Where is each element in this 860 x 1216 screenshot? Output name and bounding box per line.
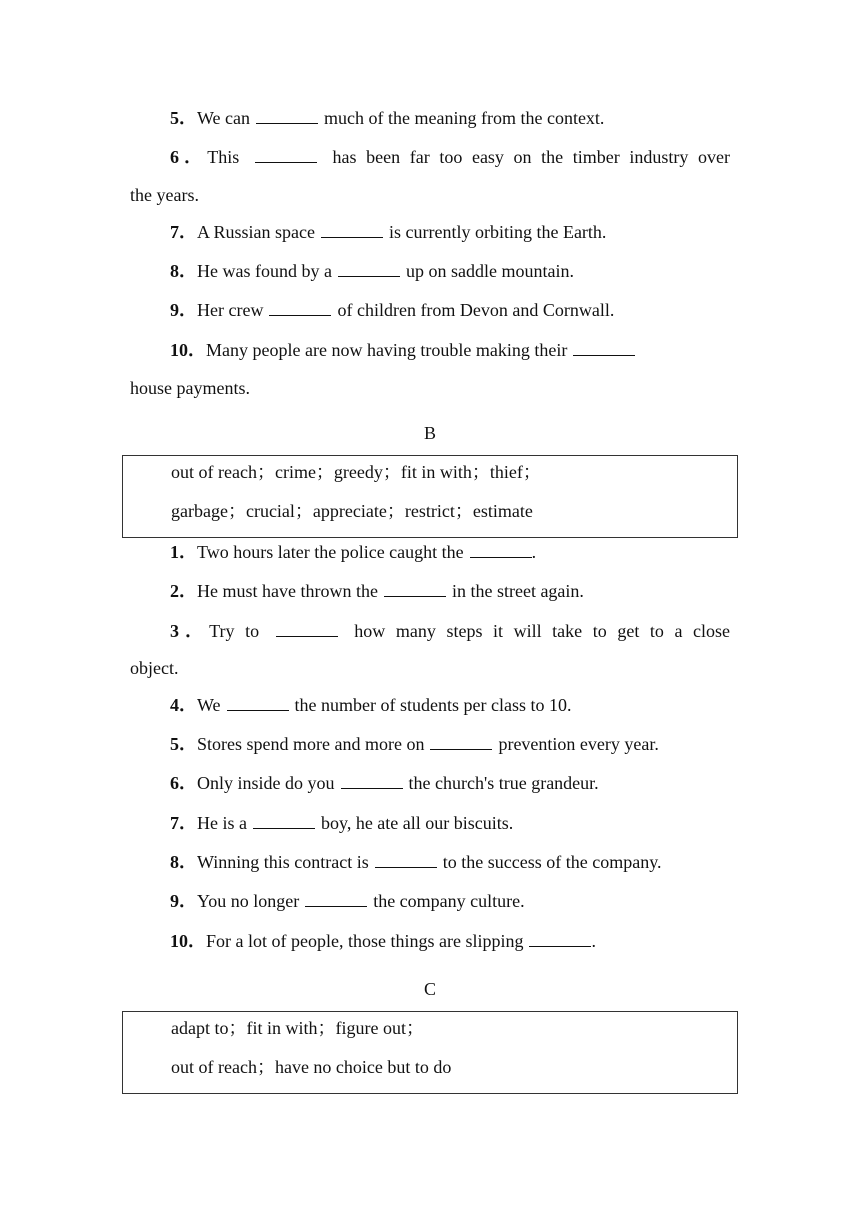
- sentence-text-before: For a lot of people, those things are slipping: [206, 931, 524, 951]
- answer-blank[interactable]: [305, 890, 367, 907]
- sentence-a7: [170, 218, 730, 246]
- sentence-text-before: He must have thrown the: [197, 581, 378, 601]
- sentence-text-before: Try to: [209, 621, 260, 641]
- sentence-text-after: .: [591, 931, 596, 951]
- item-number: 1．: [170, 542, 197, 562]
- sentence-text-before: This: [207, 147, 240, 167]
- answer-blank[interactable]: [341, 772, 403, 789]
- sentence-b1: [170, 538, 730, 566]
- sentence-text-after: how many steps it will take to get to a close: [354, 621, 731, 641]
- sentence-b4: [170, 691, 730, 719]
- item-number: 10．: [170, 931, 206, 951]
- sentence-text-after: the company culture.: [373, 891, 525, 911]
- item-number: 5．: [170, 734, 197, 754]
- answer-blank[interactable]: [227, 694, 289, 711]
- item-number: 10．: [170, 340, 206, 360]
- sentence-text-after: has been far too easy on the timber industry over: [332, 147, 731, 167]
- answer-blank[interactable]: [430, 733, 492, 750]
- sentence-b8: [170, 848, 730, 876]
- word-bank-box-c: [122, 1011, 738, 1094]
- item-number: 7．: [170, 222, 197, 242]
- sentence-a10-continuation: house payments.: [130, 378, 250, 398]
- sentence-a6-continuation: the years.: [130, 185, 199, 205]
- section-label-c: C: [423, 979, 436, 999]
- sentence-text-before: He was found by a: [197, 261, 332, 281]
- sentence-b5: [170, 730, 730, 758]
- sentence-text-after: to the success of the company.: [442, 852, 662, 872]
- sentence-text-before: A Russian space: [197, 222, 315, 242]
- item-number: 8．: [170, 261, 197, 281]
- word-bank-line: out of reach；crime；greedy；fit in with；thief；: [171, 462, 541, 482]
- answer-blank[interactable]: [529, 930, 591, 947]
- answer-blank[interactable]: [573, 339, 635, 356]
- sentence-b2: [170, 577, 730, 605]
- sentence-text-before: Many people are now having trouble making their: [206, 340, 568, 360]
- item-number: 7．: [170, 813, 197, 833]
- sentence-text-before: Her crew: [197, 300, 264, 320]
- item-number: 6．: [170, 147, 208, 167]
- sentence-text-after: of children from Devon and Cornwall.: [337, 300, 615, 320]
- answer-blank[interactable]: [269, 299, 331, 316]
- sentence-a5: [170, 104, 730, 132]
- answer-blank[interactable]: [256, 107, 318, 124]
- item-number: 3．: [170, 621, 210, 641]
- sentence-a8: [170, 257, 730, 285]
- sentence-a9: [170, 296, 730, 324]
- sentence-text-before: Two hours later the police caught the: [197, 542, 464, 562]
- sentence-a6: [170, 143, 730, 171]
- word-bank-line: garbage；crucial；appreciate；restrict；estimate: [171, 501, 533, 521]
- sentence-text-after: the number of students per class to 10.: [294, 695, 572, 715]
- item-number: 9．: [170, 891, 197, 911]
- answer-blank[interactable]: [375, 851, 437, 868]
- sentence-text-before: Only inside do you: [197, 773, 335, 793]
- sentence-b9: [170, 887, 730, 915]
- sentence-b10: [170, 927, 730, 955]
- sentence-text-before: You no longer: [197, 891, 300, 911]
- answer-blank[interactable]: [253, 812, 315, 829]
- word-bank-box-b: [122, 455, 738, 538]
- sentence-text-before: Stores spend more and more on: [197, 734, 425, 754]
- sentence-b7: [170, 809, 730, 837]
- sentence-text-after: .: [531, 542, 537, 562]
- word-bank-line: adapt to；fit in with；figure out；: [171, 1018, 424, 1038]
- answer-blank[interactable]: [255, 146, 317, 163]
- item-number: 9．: [170, 300, 197, 320]
- sentence-text-after: in the street again.: [451, 581, 584, 601]
- sentence-text-before: We can: [197, 108, 251, 128]
- answer-blank[interactable]: [276, 620, 338, 637]
- sentence-text-after: the church's true grandeur.: [408, 773, 599, 793]
- sentence-b6: [170, 769, 730, 797]
- sentence-text-after: is currently orbiting the Earth.: [388, 222, 607, 242]
- item-number: 8．: [170, 852, 197, 872]
- answer-blank[interactable]: [338, 260, 400, 277]
- sentence-text-before: We: [197, 695, 221, 715]
- item-number: 4．: [170, 695, 197, 715]
- section-label-b: B: [423, 423, 436, 443]
- sentence-text-before: Winning this contract is: [197, 852, 369, 872]
- sentence-text-after: boy, he ate all our biscuits.: [320, 813, 514, 833]
- sentence-text-before: He is a: [197, 813, 247, 833]
- sentence-a10: [170, 336, 730, 364]
- answer-blank[interactable]: [384, 580, 446, 597]
- item-number: 5．: [170, 108, 197, 128]
- answer-blank[interactable]: [470, 541, 532, 558]
- word-bank-line: out of reach；have no choice but to do: [171, 1057, 452, 1077]
- sentence-text-after: prevention every year.: [498, 734, 659, 754]
- sentence-b3-continuation: object.: [130, 658, 179, 678]
- sentence-text-after: much of the meaning from the context.: [324, 108, 605, 128]
- sentence-text-after: up on saddle mountain.: [405, 261, 574, 281]
- sentence-b3: [170, 617, 730, 645]
- answer-blank[interactable]: [321, 221, 383, 238]
- item-number: 6．: [170, 773, 197, 793]
- item-number: 2．: [170, 581, 197, 601]
